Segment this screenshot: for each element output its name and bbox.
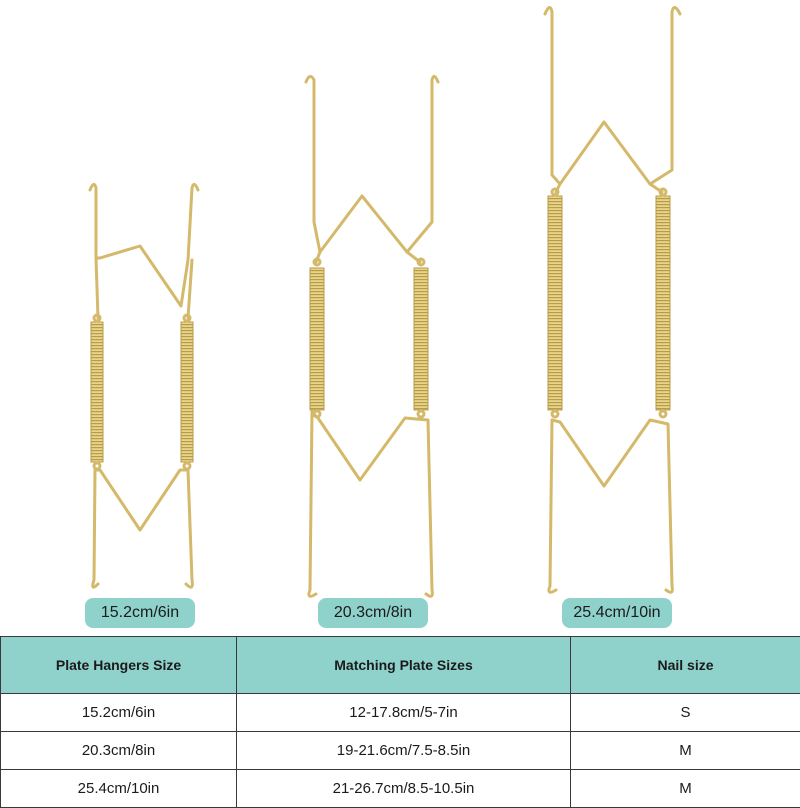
table-row	[1, 732, 800, 770]
cell-hanger-size: 20.3cm/8in	[1, 732, 237, 770]
table-header-row	[1, 637, 800, 694]
table-row	[1, 770, 800, 808]
cell-hanger-size: 25.4cm/10in	[1, 770, 237, 808]
hanger-small	[90, 184, 198, 587]
cell-nail-size: S	[571, 694, 800, 732]
header-nail-size: Nail size	[571, 637, 800, 694]
size-label-small: 15.2cm/6in	[85, 598, 195, 628]
cell-plate-size: 12-17.8cm/5-7in	[237, 694, 571, 732]
size-label-medium: 20.3cm/8in	[318, 598, 428, 628]
cell-plate-size: 19-21.6cm/7.5-8.5in	[237, 732, 571, 770]
size-label-large: 25.4cm/10in	[562, 598, 672, 628]
cell-nail-size: M	[571, 732, 800, 770]
cell-nail-size: M	[571, 770, 800, 808]
hanger-medium	[306, 76, 438, 596]
size-spec-table	[0, 636, 800, 808]
header-matching-plate-sizes: Matching Plate Sizes	[237, 637, 571, 694]
table-row	[1, 694, 800, 732]
cell-plate-size: 21-26.7cm/8.5-10.5in	[237, 770, 571, 808]
hanger-large	[545, 7, 680, 592]
header-plate-hangers-size: Plate Hangers Size	[1, 637, 237, 694]
cell-hanger-size: 15.2cm/6in	[1, 694, 237, 732]
